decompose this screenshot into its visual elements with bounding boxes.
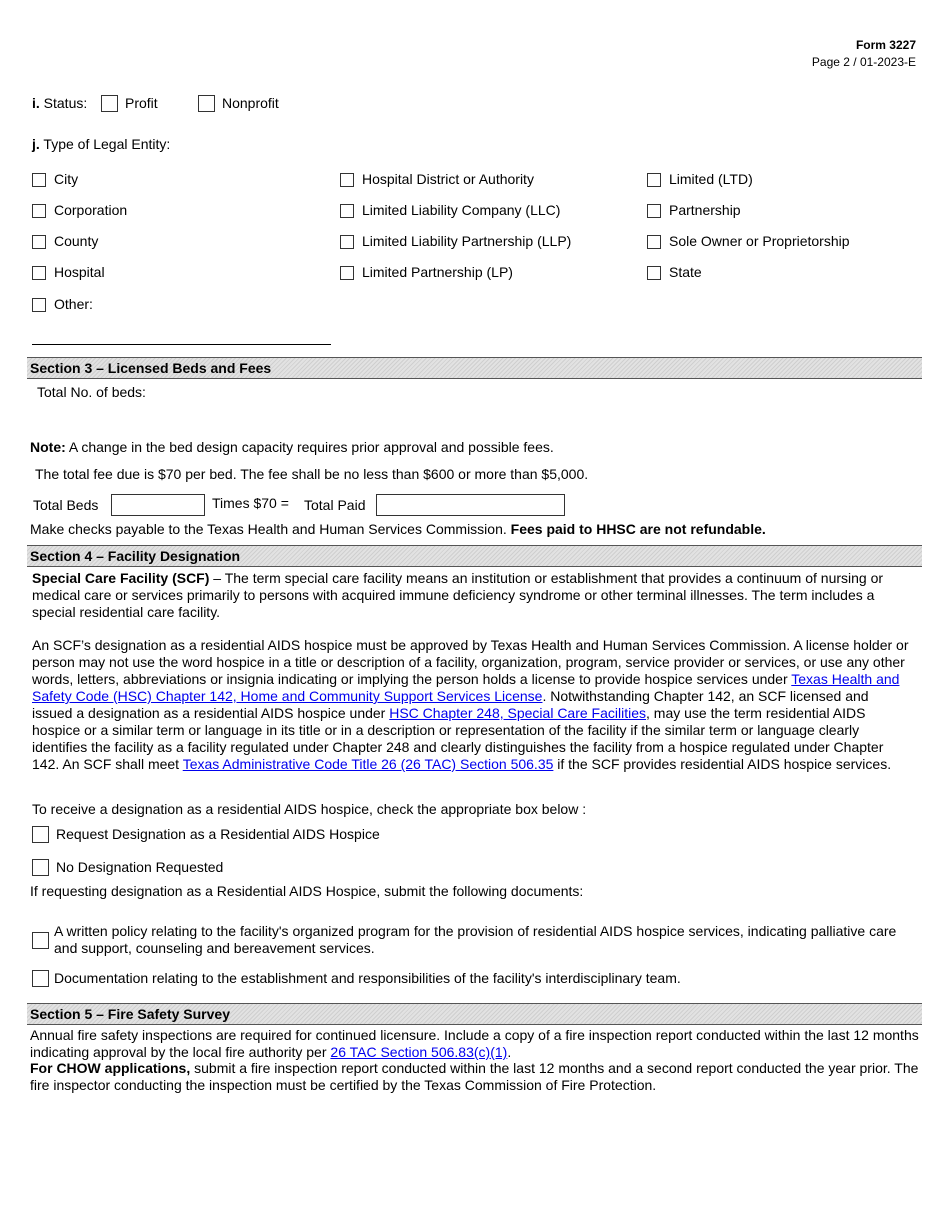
scf-designation-paragraph: An SCF’s designation as a residential AIDS hospice must be approved by Texas Health and Human Services Commission. A license holder or person may not use the word hospice in a title or description of a facility, organization, program, service provider or services, or use any other words, letters, abbreviations or insignia indicating or implying the person holds a license to provide hospice services under Texas Health and Safety Code (HSC) Chapter 142, Home and Community Support Services License. Notwithstanding Chapter 142, an SCF licensed and issued a designation as a residential AIDS hospice under HSC Chapter 248, Special Care Facilities, may use the term residential AIDS hospice or a similar term or language in its title or in a description or representation of the facility if the similar term or language clearly identifies the facility as a facility regulated under Chapter 248 and clearly distinguishes the facility from a hospice regulated under Chapter 142. An SCF shall meet Texas Administrative Code Title 26 (26 TAC) Section 506.35 if the SCF provides residential AIDS hospice services. (32, 637, 909, 772)
total-beds-input[interactable] (111, 494, 205, 516)
status-label: i. Status: (32, 95, 88, 111)
request-designation-label: Request Designation as a Residential AIDS Hospice (56, 826, 380, 842)
interdisciplinary-team-checkbox[interactable] (32, 970, 49, 987)
entity-sole-owner-checkbox[interactable] (647, 235, 661, 249)
entity-llp-label: Limited Liability Partnership (LLP) (362, 233, 572, 249)
fire-safety-paragraph: Annual fire safety inspections are required for continued licensure. Include a copy of a fire inspection report conducted within the last 12 months indicating approval by the local fire authority per 26 TAC Section 506.83(c)(1). (30, 1027, 919, 1060)
written-policy-label: A written policy relating to the facility's organized program for the provision of residential AIDS hospice services, indicating palliative care and support, counseling and bereavement services. (54, 923, 897, 956)
nonprofit-checkbox[interactable] (198, 95, 215, 112)
form-number: Form 3227 (855, 38, 916, 52)
entity-hospital-checkbox[interactable] (32, 266, 46, 280)
total-number-of-beds-label: Total No. of beds: (37, 384, 146, 400)
entity-state-label: State (669, 264, 702, 280)
entity-llc-label: Limited Liability Company (LLC) (362, 202, 561, 218)
entity-partnership-checkbox[interactable] (647, 204, 661, 218)
section-3-header: Section 3 – Licensed Beds and Fees (27, 357, 922, 379)
total-paid-label: Total Paid (304, 497, 366, 513)
entity-corporation-label: Corporation (54, 202, 128, 218)
page-info: Page 2 / 01-2023-E (811, 55, 916, 69)
tac-506-35-link[interactable]: Texas Administrative Code Title 26 (26 TAC) Section 506.35 (182, 756, 554, 772)
entity-ltd-checkbox[interactable] (647, 173, 661, 187)
entity-lp-checkbox[interactable] (340, 266, 354, 280)
entity-lp-label: Limited Partnership (LP) (362, 264, 513, 280)
submit-documents-text: If requesting designation as a Residential AIDS Hospice, submit the following documents: (30, 883, 584, 899)
entity-hospital-district-label: Hospital District or Authority (362, 171, 534, 187)
hsc-chapter-142-link[interactable]: Texas Health and Safety Code (HSC) Chapter 142, Home and Community Support Services License (32, 671, 900, 704)
legal-entity-label: j. Type of Legal Entity: (32, 136, 171, 152)
checks-payable-text: Make checks payable to the Texas Health and Human Services Commission. Fees paid to HHSC are not refundable. (30, 521, 766, 537)
bed-capacity-note: Note: A change in the bed design capacity requires prior approval and possible fees. (30, 439, 554, 455)
entity-city-label: City (54, 171, 79, 187)
profit-label: Profit (125, 95, 158, 111)
total-paid-input[interactable] (376, 494, 565, 516)
entity-city-checkbox[interactable] (32, 173, 46, 187)
profit-checkbox[interactable] (101, 95, 118, 112)
entity-other-checkbox[interactable] (32, 298, 46, 312)
section-4-header: Section 4 – Facility Designation (27, 545, 922, 567)
fee-description: The total fee due is $70 per bed. The fee shall be no less than $600 or more than $5,000. (35, 466, 589, 482)
entity-llc-checkbox[interactable] (340, 204, 354, 218)
interdisciplinary-team-label: Documentation relating to the establishment and responsibilities of the facility's interdisciplinary team. (54, 970, 681, 986)
no-designation-label: No Designation Requested (56, 859, 224, 875)
entity-state-checkbox[interactable] (647, 266, 661, 280)
entity-county-label: County (54, 233, 99, 249)
receive-designation-text: To receive a designation as a residential AIDS hospice, check the appropriate box below : (32, 801, 587, 817)
other-entity-input-line[interactable] (32, 344, 331, 345)
entity-other-label: Other: (54, 296, 93, 312)
entity-ltd-label: Limited (LTD) (669, 171, 753, 187)
no-designation-checkbox[interactable] (32, 859, 49, 876)
section-5-header: Section 5 – Fire Safety Survey (27, 1003, 922, 1025)
hsc-chapter-248-link[interactable]: HSC Chapter 248, Special Care Facilities (389, 705, 647, 721)
entity-county-checkbox[interactable] (32, 235, 46, 249)
entity-corporation-checkbox[interactable] (32, 204, 46, 218)
tac-506-83-link[interactable]: 26 TAC Section 506.83(c)(1) (330, 1044, 508, 1060)
nonprofit-label: Nonprofit (222, 95, 279, 111)
entity-partnership-label: Partnership (669, 202, 741, 218)
chow-paragraph: For CHOW applications, submit a fire inspection report conducted within the last 12 months and a second report conducted the year prior. The fire inspector conducting the inspection must be certified by the Texas Commission of Fire Protection. (30, 1060, 919, 1093)
request-designation-checkbox[interactable] (32, 826, 49, 843)
times-label: Times $70 = (212, 495, 289, 511)
total-beds-label: Total Beds (33, 497, 99, 513)
entity-hospital-label: Hospital (54, 264, 105, 280)
entity-sole-owner-label: Sole Owner or Proprietorship (669, 233, 850, 249)
scf-definition: Special Care Facility (SCF) – The term special care facility means an institution or establishment that provides a continuum of nursing or medical care or services primarily to persons with acquired immune deficiency syndrome or other terminal illnesses. The term includes a special residential care facility. (32, 570, 884, 620)
entity-llp-checkbox[interactable] (340, 235, 354, 249)
written-policy-checkbox[interactable] (32, 932, 49, 949)
entity-hospital-district-checkbox[interactable] (340, 173, 354, 187)
